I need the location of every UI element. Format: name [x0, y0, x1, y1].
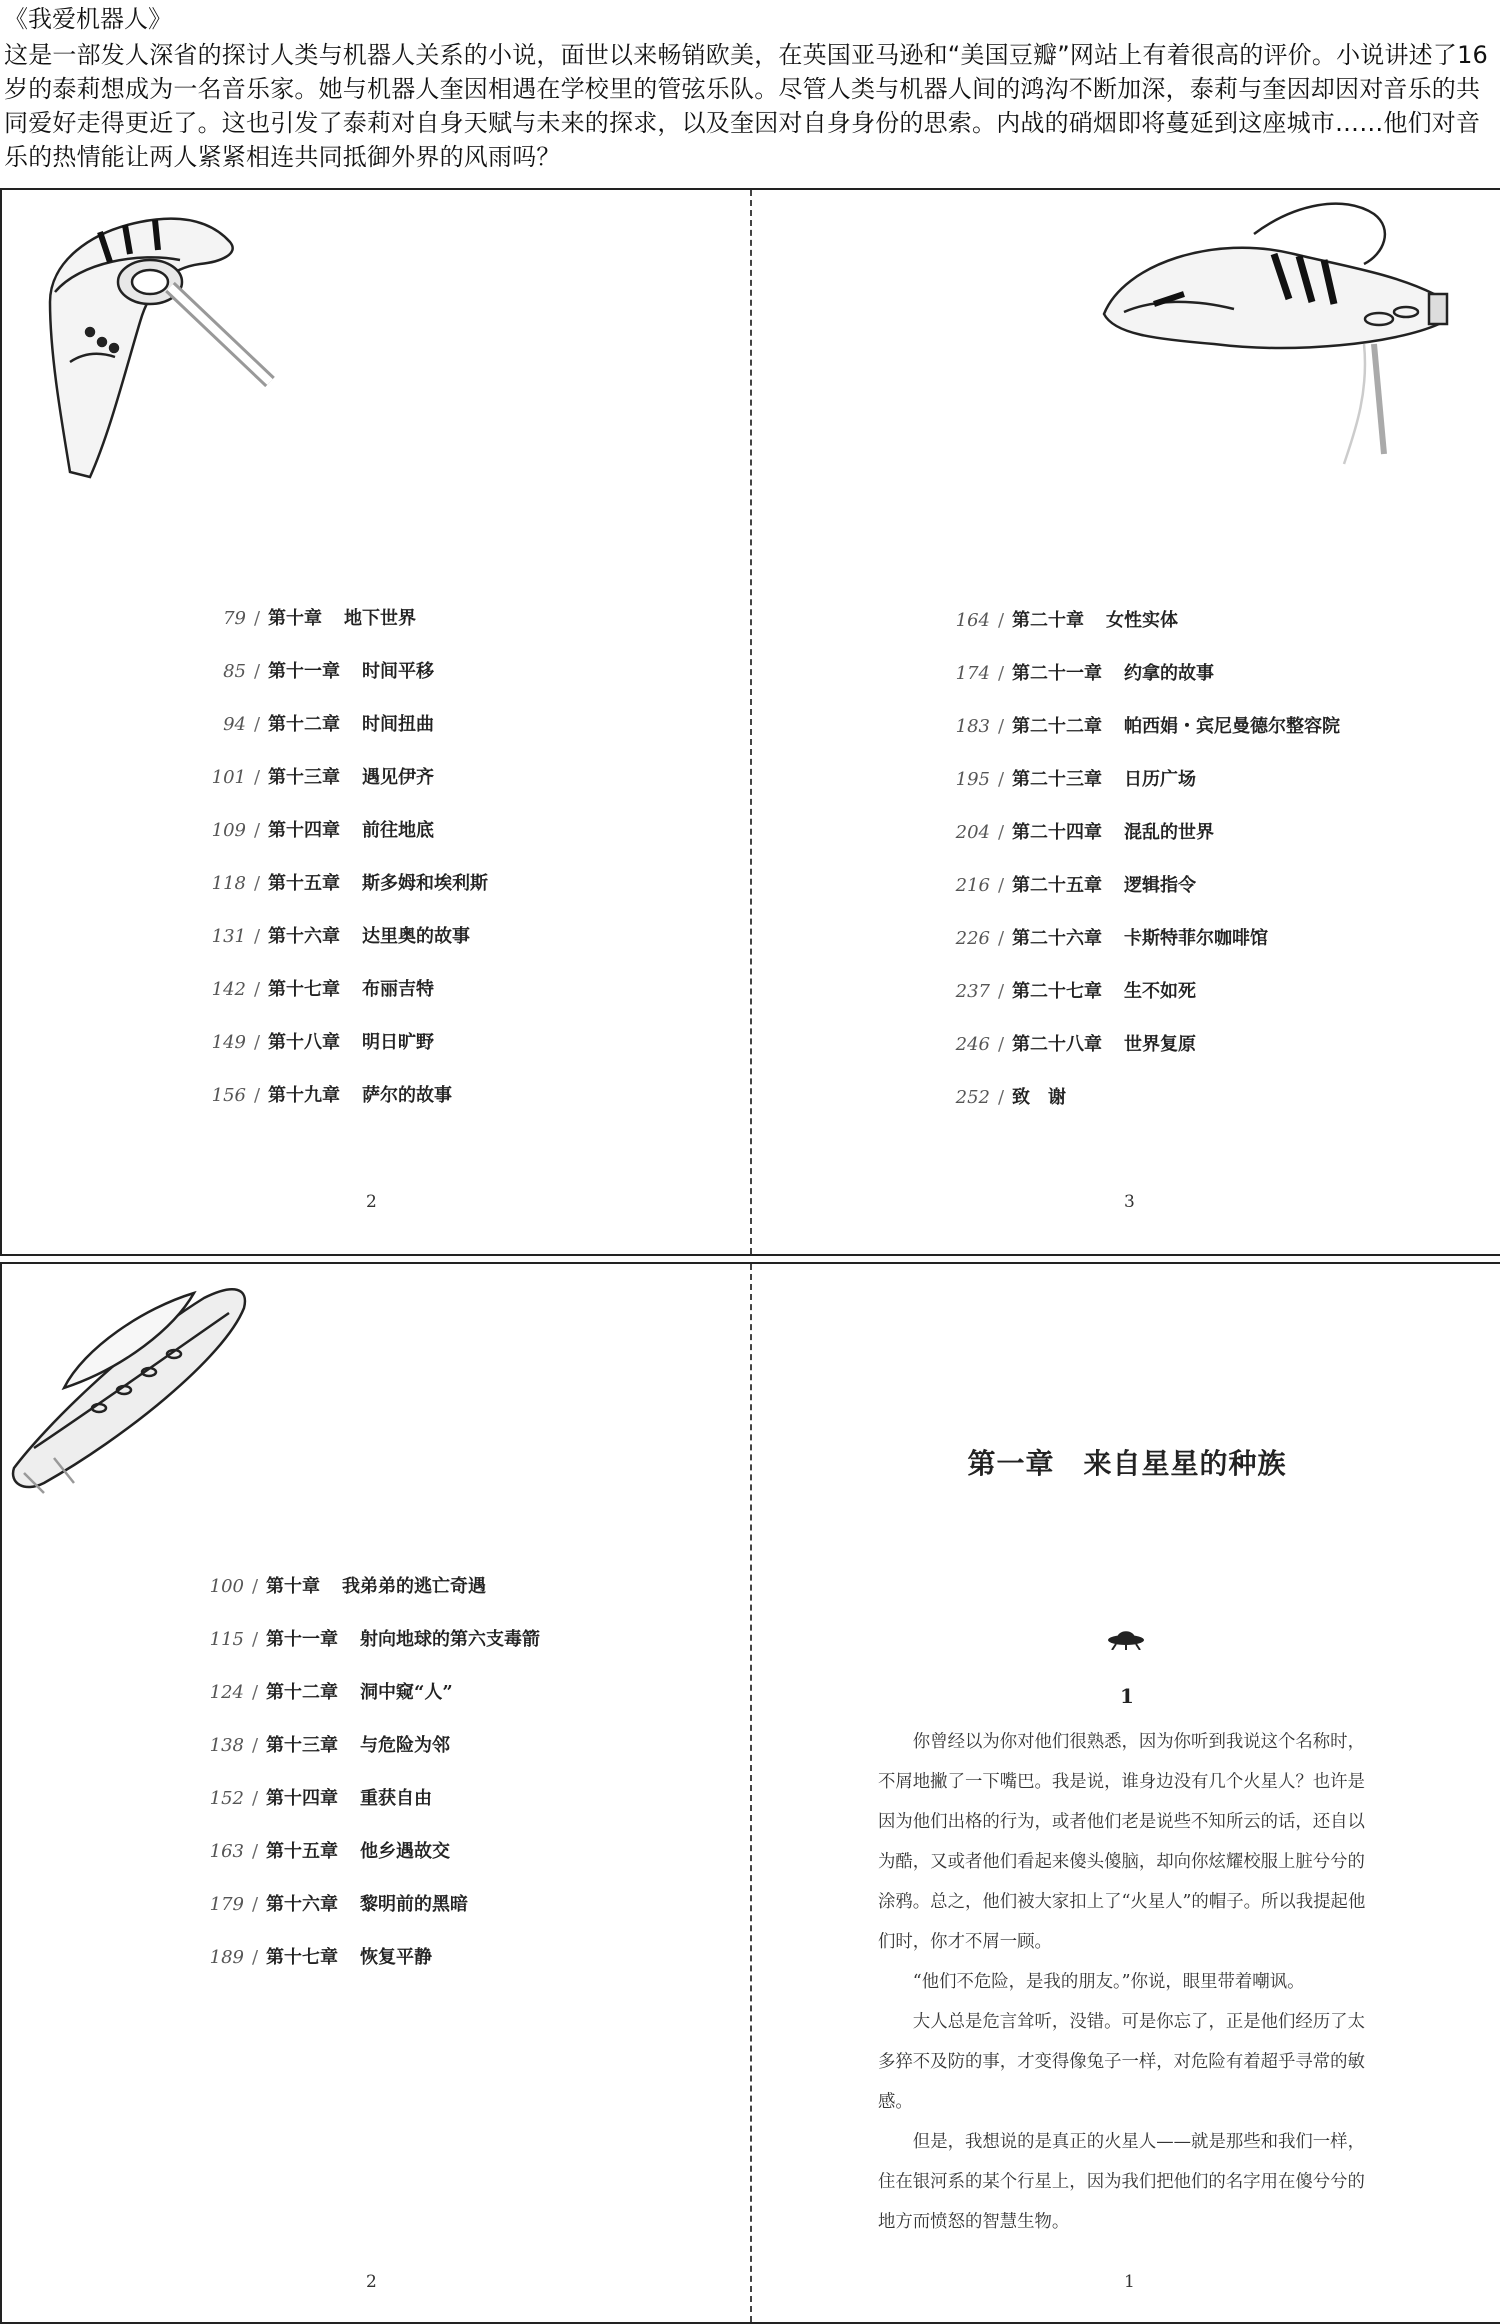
toc-page-left [2, 1264, 750, 2322]
toc-entry[interactable]: 109 / 第十四章 前往地底 [202, 816, 488, 869]
book-blurb: 这是一部发人深省的探讨人类与机器人关系的小说，面世以来畅销欧美，在英国亚马逊和“美国豆瓣”网站上有着很高的评价。小说讲述了16岁的泰莉想成为一名音乐家。她与机器人奎因相遇在学校里的管弦乐队。尽管人类与机器人间的鸿沟不断加深，泰莉与奎因却因对音乐的共同爱好走得更近了。这也引发了泰莉对自身天赋与未来的探求，以及奎因对自身身份的思索。内战的硝烟即将蔓延到这座城市……他们对音乐的热情能让两人紧紧相连共同抵御外界的风雨吗？ [4, 41, 1489, 171]
toc-title: 达里奥的故事 [362, 926, 470, 947]
toc-title: 时间平移 [362, 661, 434, 682]
toc-page: 189 [209, 1947, 244, 1968]
toc-entry[interactable]: 216 / 第二十五章 逻辑指令 [946, 871, 1340, 924]
toc-page: 195 [955, 769, 990, 790]
toc-page: 183 [955, 716, 990, 737]
toc-chapter: 第十三章 [268, 767, 340, 788]
toc-chapter: 第二十八章 [1012, 1034, 1102, 1055]
toc-entry[interactable]: 156 / 第十九章 萨尔的故事 [202, 1081, 488, 1134]
toc-entry[interactable]: 85 / 第十一章 时间平移 [202, 657, 488, 710]
toc-page: 174 [955, 663, 990, 684]
toc-entry[interactable]: 142 / 第十七章 布丽吉特 [202, 975, 488, 1028]
toc-chapter: 第十二章 [268, 714, 340, 735]
toc-page-right [754, 190, 1500, 1254]
toc-page: 85 [223, 661, 246, 682]
toc-page: 252 [955, 1087, 990, 1108]
toc-page: 79 [223, 608, 246, 629]
page-number: 2 [366, 2272, 377, 2292]
toc-title: 我弟弟的逃亡奇遇 [342, 1576, 486, 1597]
toc-title: 他乡遇故交 [360, 1841, 450, 1862]
toc-chapter: 第二十四章 [1012, 822, 1102, 843]
toc-title: 帕西娟・宾尼曼德尔整容院 [1124, 716, 1340, 737]
toc-page: 164 [955, 610, 990, 631]
toc-chapter: 第十一章 [266, 1629, 338, 1650]
toc-entry[interactable]: 115 / 第十一章 射向地球的第六支毒箭 [200, 1625, 540, 1678]
spaceship-illustration [1094, 194, 1454, 474]
toc-title: 时间扭曲 [362, 714, 434, 735]
toc-title: 萨尔的故事 [362, 1085, 452, 1106]
toc-chapter: 第二十章 [1012, 610, 1084, 631]
toc-chapter: 第十九章 [268, 1085, 340, 1106]
toc-page: 163 [209, 1841, 244, 1862]
toc-title: 洞中窥“人” [360, 1682, 453, 1703]
toc-page: 124 [209, 1682, 244, 1703]
intro-header [4, 2, 1494, 174]
section-number: 1 [1120, 1684, 1134, 1708]
toc-chapter: 第二十一章 [1012, 663, 1102, 684]
toc-title: 射向地球的第六支毒箭 [360, 1629, 540, 1650]
toc-entry[interactable]: 174 / 第二十一章 约拿的故事 [946, 659, 1340, 712]
toc-title: 黎明前的黑暗 [360, 1894, 468, 1915]
toc-entry[interactable]: 164 / 第二十章 女性实体 [946, 606, 1340, 659]
toc-entry[interactable]: 124 / 第十二章 洞中窥“人” [200, 1678, 540, 1731]
toc-entry[interactable]: 131 / 第十六章 达里奥的故事 [202, 922, 488, 975]
toc-page: 149 [211, 1032, 246, 1053]
table-of-contents [946, 606, 1340, 1136]
toc-title: 斯多姆和埃利斯 [362, 873, 488, 894]
toc-entry[interactable]: 252 / 致 谢 [946, 1083, 1340, 1136]
toc-title: 逻辑指令 [1124, 875, 1196, 896]
toc-title: 卡斯特菲尔咖啡馆 [1124, 928, 1268, 949]
toc-chapter: 第二十三章 [1012, 769, 1102, 790]
table-of-contents [200, 1572, 540, 1996]
toc-title: 世界复原 [1124, 1034, 1196, 1055]
toc-page: 246 [955, 1034, 990, 1055]
toc-chapter: 第十一章 [268, 661, 340, 682]
toc-chapter: 第十四章 [268, 820, 340, 841]
toc-chapter: 第十六章 [268, 926, 340, 947]
ufo-icon [1106, 1624, 1146, 1650]
toc-chapter: 第十五章 [268, 873, 340, 894]
toc-entry[interactable]: 189 / 第十七章 恢复平静 [200, 1943, 540, 1996]
toc-page: 179 [209, 1894, 244, 1915]
toc-page: 142 [211, 979, 246, 1000]
page-number: 2 [366, 1192, 377, 1212]
toc-entry[interactable]: 237 / 第二十七章 生不如死 [946, 977, 1340, 1030]
toc-entry[interactable]: 246 / 第二十八章 世界复原 [946, 1030, 1340, 1083]
flying-saucer-illustration [4, 1268, 254, 1498]
toc-title: 恢复平静 [360, 1947, 432, 1968]
toc-chapter: 第十二章 [266, 1682, 338, 1703]
toc-chapter: 第十章 [268, 608, 322, 629]
book-title: 《我爱机器人》 [4, 5, 172, 33]
toc-chapter: 第二十七章 [1012, 981, 1102, 1002]
toc-title: 明日旷野 [362, 1032, 434, 1053]
toc-chapter: 第十七章 [268, 979, 340, 1000]
toc-entry[interactable]: 179 / 第十六章 黎明前的黑暗 [200, 1890, 540, 1943]
toc-page: 216 [955, 875, 990, 896]
toc-chapter: 第二十五章 [1012, 875, 1102, 896]
toc-title: 遇见伊齐 [362, 767, 434, 788]
chapter-page-right [754, 1264, 1500, 2322]
toc-page: 152 [209, 1788, 244, 1809]
page-number: 1 [1124, 2272, 1135, 2292]
toc-chapter: 第二十二章 [1012, 716, 1102, 737]
page-divider [750, 190, 752, 1254]
toc-page: 131 [211, 926, 246, 947]
toc-page: 226 [955, 928, 990, 949]
body-paragraph: 大人总是危言耸听，没错。可是你忘了，正是他们经历了太多猝不及防的事，才变得像兔子一样，对危险有着超乎寻常的敏感。 [878, 2012, 1365, 2112]
toc-entry[interactable]: 149 / 第十八章 明日旷野 [202, 1028, 488, 1081]
toc-chapter: 致 谢 [1012, 1087, 1066, 1108]
book-spread-2 [0, 1262, 1500, 2324]
toc-page: 156 [211, 1085, 246, 1106]
chapter-body [878, 1722, 1378, 2242]
body-paragraph: “他们不危险，是我的朋友。”你说，眼里带着嘲讽。 [912, 1972, 1305, 1992]
toc-page: 101 [211, 767, 246, 788]
toc-entry[interactable]: 138 / 第十三章 与危险为邻 [200, 1731, 540, 1784]
toc-page: 100 [209, 1576, 244, 1597]
page-divider [750, 1264, 752, 2322]
toc-entry[interactable]: 118 / 第十五章 斯多姆和埃利斯 [202, 869, 488, 922]
chapter-title: 第一章 来自星星的种族 [967, 1447, 1287, 1480]
toc-entry[interactable]: 79 / 第十章 地下世界 [202, 604, 488, 657]
toc-page: 94 [223, 714, 246, 735]
toc-title: 重获自由 [360, 1788, 432, 1809]
toc-entry[interactable]: 163 / 第十五章 他乡遇故交 [200, 1837, 540, 1890]
page-number: 3 [1124, 1192, 1135, 1212]
toc-title: 女性实体 [1106, 610, 1178, 631]
toc-title: 前往地底 [362, 820, 434, 841]
toc-entry[interactable]: 152 / 第十四章 重获自由 [200, 1784, 540, 1837]
toc-title: 约拿的故事 [1124, 663, 1214, 684]
body-paragraph: 你曾经以为你对他们很熟悉，因为你听到我说这个名称时，不屑地撇了一下嘴巴。我是说，谁身边没有几个火星人？也许是因为他们出格的行为，或者他们老是说些不知所云的话，还自以为酷，又或者他们看起来傻头傻脑，却向你炫耀校服上脏兮兮的涂鸦。总之，他们被大家扣上了“火星人”的帽子。所以我提起他们时，你才不屑一顾。 [878, 1732, 1366, 1952]
toc-chapter: 第十五章 [266, 1841, 338, 1862]
toc-title: 日历广场 [1124, 769, 1196, 790]
toc-page: 118 [211, 873, 246, 894]
toc-title: 地下世界 [344, 608, 416, 629]
table-of-contents [202, 604, 488, 1134]
toc-page-left [2, 190, 750, 1254]
toc-entry[interactable]: 100 / 第十章 我弟弟的逃亡奇遇 [200, 1572, 540, 1625]
toc-chapter: 第十四章 [266, 1788, 338, 1809]
toc-entry[interactable]: 101 / 第十三章 遇见伊齐 [202, 763, 488, 816]
toc-chapter: 第十七章 [266, 1947, 338, 1968]
toc-entry[interactable]: 183 / 第二十二章 帕西娟・宾尼曼德尔整容院 [946, 712, 1340, 765]
body-paragraph: 但是，我想说的是真正的火星人——就是那些和我们一样，住在银河系的某个行星上，因为我们把他们的名字用在傻兮兮的地方而愤怒的智慧生物。 [878, 2132, 1365, 2232]
toc-page: 204 [955, 822, 990, 843]
toc-page: 115 [209, 1629, 244, 1650]
toc-page: 237 [955, 981, 990, 1002]
book-spread-1 [0, 188, 1500, 1256]
toc-page: 138 [209, 1735, 244, 1756]
toc-entry[interactable]: 226 / 第二十六章 卡斯特菲尔咖啡馆 [946, 924, 1340, 977]
toc-entry[interactable]: 94 / 第十二章 时间扭曲 [202, 710, 488, 763]
toc-entry[interactable]: 204 / 第二十四章 混乱的世界 [946, 818, 1340, 871]
toc-title: 布丽吉特 [362, 979, 434, 1000]
toc-entry[interactable]: 195 / 第二十三章 日历广场 [946, 765, 1340, 818]
toc-chapter: 第二十六章 [1012, 928, 1102, 949]
toc-chapter: 第十三章 [266, 1735, 338, 1756]
toc-title: 混乱的世界 [1124, 822, 1214, 843]
toc-title: 生不如死 [1124, 981, 1196, 1002]
toc-chapter: 第十章 [266, 1576, 320, 1597]
toc-title: 与危险为邻 [360, 1735, 450, 1756]
spaceship-illustration [30, 192, 290, 482]
toc-page: 109 [211, 820, 246, 841]
toc-chapter: 第十八章 [268, 1032, 340, 1053]
toc-chapter: 第十六章 [266, 1894, 338, 1915]
